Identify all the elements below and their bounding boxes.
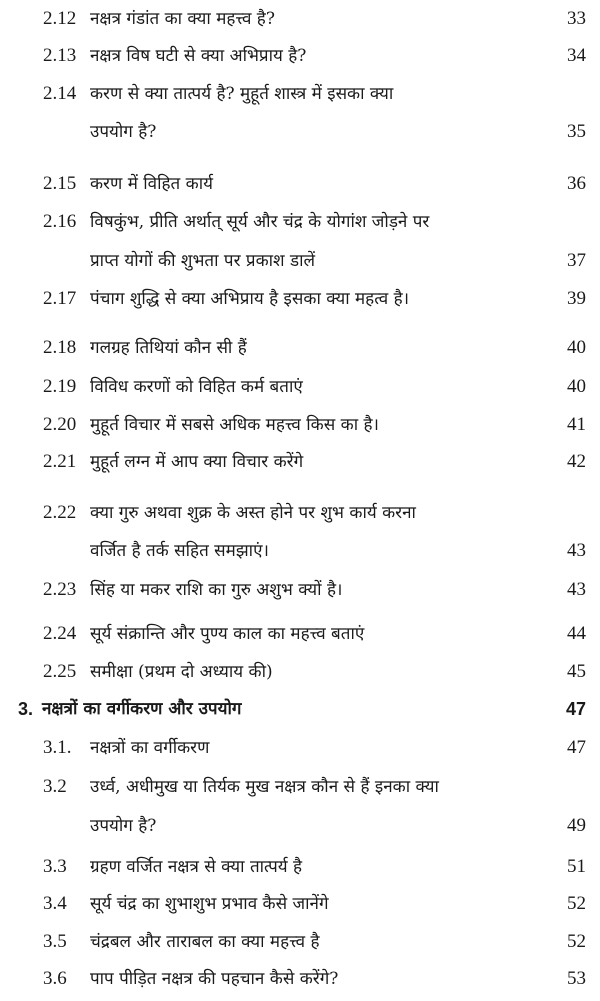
entry-title: नक्षत्र विष घटी से क्या अभिप्राय है? [90, 46, 307, 66]
toc-entry [0, 927, 600, 957]
page-number: 41 [567, 414, 586, 435]
entry-title: पाप पीड़ित नक्षत्र की पहचान कैसे करेंगे? [90, 969, 339, 989]
toc-chapter-heading [0, 694, 600, 724]
entry-number: 2.24 [43, 623, 77, 644]
page-number: 53 [567, 968, 586, 989]
chapter-number: 3. [18, 699, 34, 719]
entry-number: 3.5 [43, 931, 67, 952]
entry-title: करण से क्या तात्पर्य है? मुहूर्त शास्त्र में इसका क्या [90, 84, 394, 104]
entry-number: 3.3 [43, 856, 67, 877]
page-number: 33 [567, 8, 586, 29]
page-number: 42 [567, 451, 586, 472]
chapter-title: नक्षत्रों का वर्गीकरण और उपयोग [42, 699, 242, 719]
page-number: 35 [567, 121, 586, 142]
toc-entry [0, 575, 600, 605]
entry-number: 2.25 [43, 661, 77, 682]
entry-number: 2.13 [43, 45, 77, 66]
entry-title-continued: प्राप्त योगों की शुभता पर प्रकाश डालें [90, 251, 316, 271]
entry-number: 2.18 [43, 337, 77, 358]
page-number: 40 [567, 337, 586, 358]
entry-title: चंद्रबल और ताराबल का क्या महत्त्व है [90, 932, 320, 952]
toc-entry [0, 207, 600, 237]
page-number: 52 [567, 893, 586, 914]
toc-entry [0, 372, 600, 402]
entry-title: गलग्रह तिथियां कौन सी हैं [90, 338, 247, 358]
page-number: 37 [567, 250, 586, 271]
page-number: 51 [567, 856, 586, 877]
entry-number: 3.4 [43, 893, 67, 914]
entry-title: विविध करणों को विहित कर्म बताएं [90, 377, 303, 397]
toc-entry [0, 889, 600, 919]
entry-number: 2.12 [43, 8, 77, 29]
entry-number: 2.20 [43, 414, 77, 435]
page-number: 44 [567, 623, 586, 644]
page-number: 43 [567, 540, 586, 561]
entry-title-continued: उपयोग है? [90, 122, 157, 142]
toc-entry [0, 733, 600, 763]
entry-number: 2.16 [43, 211, 77, 232]
page-number: 40 [567, 376, 586, 397]
entry-title: उर्ध्व, अधीमुख या तिर्यक मुख नक्षत्र कौन से हैं इनका क्या [90, 777, 439, 797]
entry-number: 2.23 [43, 579, 77, 600]
entry-title: मुहूर्त विचार में सबसे अधिक महत्त्व किस का है। [90, 415, 379, 435]
toc-entry [0, 964, 600, 994]
page-number: 39 [567, 288, 586, 309]
page-number: 43 [567, 579, 586, 600]
entry-title-continued: वर्जित है तर्क सहित समझाएं। [90, 541, 269, 561]
toc-entry-continuation [0, 246, 600, 276]
toc-entry [0, 657, 600, 687]
page-number: 47 [567, 737, 586, 758]
entry-title: पंचाग शुद्धि से क्या अभिप्राय है इसका क्या महत्व है। [90, 289, 410, 309]
entry-title: क्या गुरु अथवा शुक्र के अस्त होने पर शुभ कार्य करना [90, 503, 416, 523]
toc-entry [0, 447, 600, 477]
toc-entry [0, 410, 600, 440]
page-number: 45 [567, 661, 586, 682]
toc-entry-continuation [0, 117, 600, 147]
entry-number: 2.17 [43, 288, 77, 309]
entry-title: समीक्षा (प्रथम दो अध्याय की) [90, 662, 273, 682]
entry-title: सिंह या मकर राशि का गुरु अशुभ क्यों है। [90, 580, 343, 600]
entry-title: सूर्य चंद्र का शुभाशुभ प्रभाव कैसे जानेंगे [90, 894, 329, 914]
entry-title: सूर्य संक्रान्ति और पुण्य काल का महत्त्व बताएं [90, 624, 365, 644]
toc-entry [0, 284, 600, 314]
entry-title: करण में विहित कार्य [90, 174, 213, 194]
entry-title: नक्षत्रों का वर्गीकरण [90, 738, 210, 758]
toc-entry-continuation [0, 811, 600, 841]
toc-entry [0, 41, 600, 71]
toc-entry [0, 79, 600, 109]
toc-entry [0, 852, 600, 882]
toc-entry [0, 498, 600, 528]
entry-title: ग्रहण वर्जित नक्षत्र से क्या तात्पर्य है [90, 857, 303, 877]
entry-number: 2.19 [43, 376, 77, 397]
toc-entry [0, 333, 600, 363]
entry-number: 2.15 [43, 173, 77, 194]
toc-entry [0, 772, 600, 802]
entry-title: नक्षत्र गंडांत का क्या महत्त्व है? [90, 9, 275, 29]
entry-number: 2.21 [43, 451, 77, 472]
toc-entry-continuation [0, 536, 600, 566]
page-number: 36 [567, 173, 586, 194]
page-number: 47 [565, 699, 586, 719]
entry-title: मुहूर्त लग्न में आप क्या विचार करेंगे [90, 452, 304, 472]
page-number: 52 [567, 931, 586, 952]
entry-number: 3.1. [43, 737, 72, 758]
entry-number: 2.14 [43, 83, 77, 104]
entry-number: 3.6 [43, 968, 67, 989]
entry-number: 3.2 [43, 776, 67, 797]
page-number: 49 [567, 815, 586, 836]
page-number: 34 [567, 45, 586, 66]
entry-title-continued: उपयोग है? [90, 816, 157, 836]
entry-title: विषकुंभ, प्रीति अर्थात् सूर्य और चंद्र के योगांश जोड़ने पर [90, 212, 430, 232]
toc-entry [0, 169, 600, 199]
toc-entry [0, 619, 600, 649]
entry-number: 2.22 [43, 502, 77, 523]
toc-entry [0, 4, 600, 34]
